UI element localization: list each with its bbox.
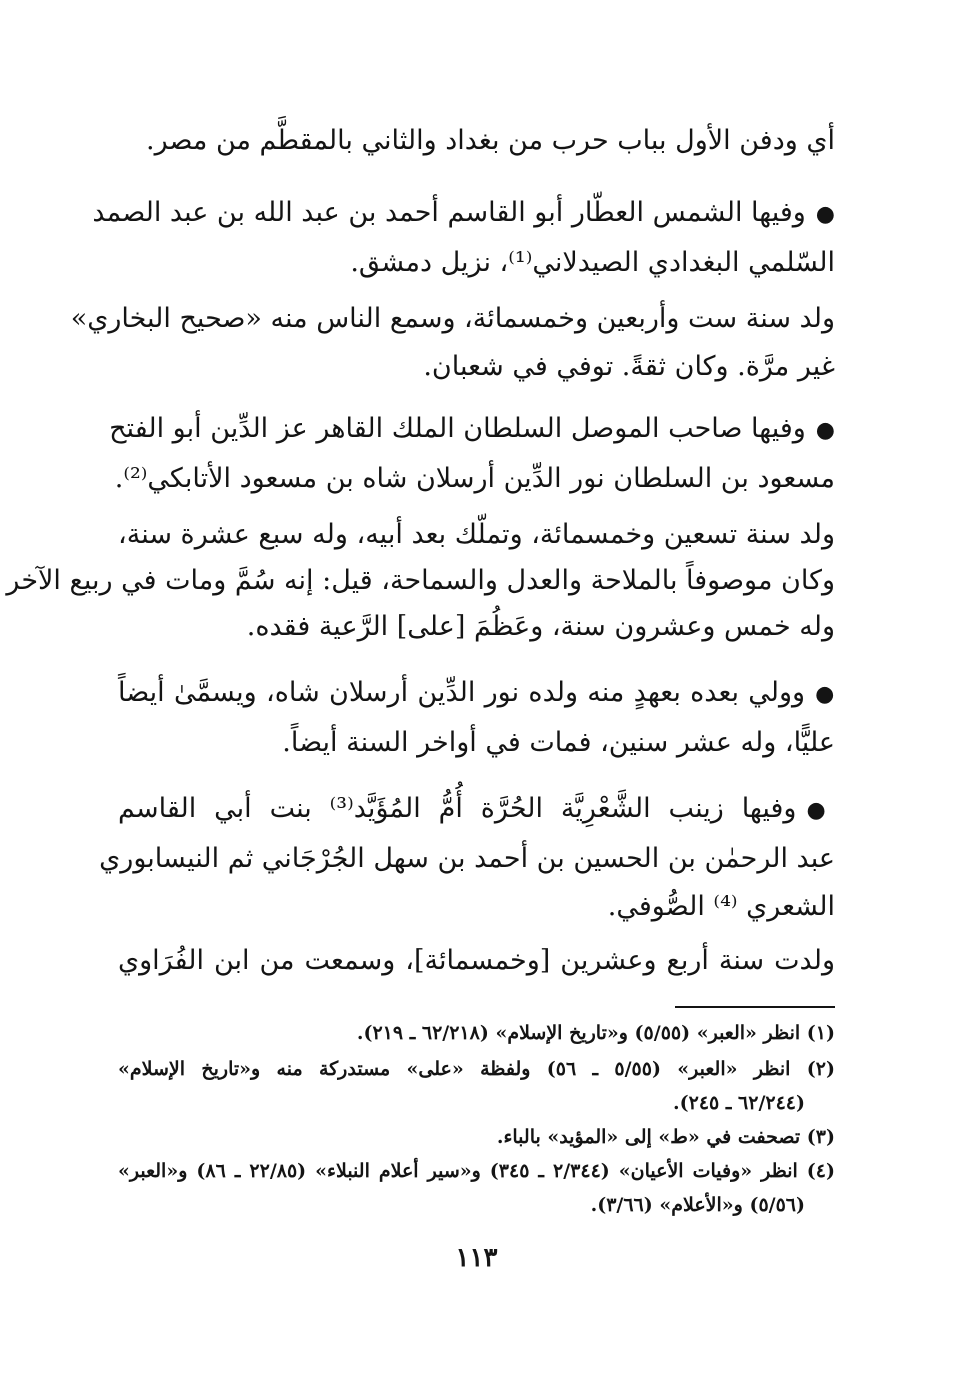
footnote: (٣) تصحفت في «ط» إلى «المؤيد» بالباء. <box>496 1126 835 1148</box>
text-line: ولد سنة ست وأربعين وخمسمائة، وسمع الناس منه «صحيح البخاري» <box>70 303 835 334</box>
text-line: السّلمي البغدادي الصيدلاني⁽¹⁾، نزيل دمشق. <box>350 247 835 278</box>
text-line: غير مرَّة. وكان ثقةً. توفي في شعبان. <box>423 351 835 382</box>
footnote-continuation: (٥/٥٦) و«الأعلام» (٣/٦٦). <box>590 1194 805 1216</box>
footnote: (٤) انظر «وفيات الأعيان» (٢/٣٤٤ ـ ٣٤٥) و«سير أعلام النبلاء» (٢٢/٨٥ ـ ٨٦) و«العبر» <box>118 1160 836 1182</box>
text-line: الشعري ⁽⁴⁾ الصُّوفي. <box>607 891 835 922</box>
footnote-continuation: (٦٢/٢٤٤ ـ ٢٤٥). <box>673 1092 805 1114</box>
footnote: (٢) انظر «العبر» (٥/٥٥ ـ ٥٦) ولفظة «على» مستدركة منه و«تاريخ الإسلام» <box>118 1058 835 1080</box>
text-line: أي ودفن الأول بباب حرب من بغداد والثاني بالمقطَّم من مصر. <box>146 125 835 156</box>
text-line: ولدت سنة أربع وعشرين [وخمسمائة]، وسمعت من ابن الفُرَاوي <box>118 945 835 976</box>
bullet-icon: ● <box>806 798 836 823</box>
text-line: عليًّا، وله عشر سنين، فمات في أواخر السنة أيضاً. <box>282 727 835 758</box>
bulleted-line: وفيها زينب الشَّعْرِيَّة الحُرَّة أُمُّ المُؤَيَّد⁽³⁾ بنت أبي القاسم <box>118 793 797 824</box>
bulleted-line: وولي بعده بعهدٍ منه ولده نور الدِّين أرسلان شاه، ويسمَّىٰ أيضاً <box>118 677 806 708</box>
bullet-icon: ● <box>815 202 835 227</box>
text-line: وله خمس وعشرون سنة، وعَظُمَ [على] الرَّعية فقده. <box>246 611 835 642</box>
text-line: عبد الرحمٰن بن الحسين بن أحمد بن سهل الجُرْجَاني ثم النيسابوري <box>99 843 835 874</box>
text-line <box>118 786 835 834</box>
text-line <box>118 670 835 718</box>
footnote-separator <box>675 1006 835 1008</box>
text-line: وكان موصوفاً بالملاحة والعدل والسماحة، قيل: إنه سُمَّ ومات في ربيع الآخر <box>6 565 835 596</box>
bulleted-line: وفيها الشمس العطّار أبو القاسم أحمد بن عبد الله بن عبد الصمد <box>92 197 806 228</box>
bulleted-line: وفيها صاحب الموصل السلطان الملك القاهر عز الدِّين أبو الفتح <box>109 413 806 444</box>
page-number: ١١٣ <box>455 1243 498 1273</box>
text-line: ولد سنة تسعين وخمسمائة، وتملّك بعد أبيه، وله سبع عشرة سنة، <box>118 519 835 550</box>
bullet-icon: ● <box>815 682 835 707</box>
footnote: (١) انظر «العبر» (٥/٥٥) و«تاريخ الإسلام» (٦٢/٢١٨ ـ ٢١٩). <box>356 1022 835 1044</box>
bullet-icon: ● <box>815 418 835 443</box>
text-line <box>109 406 835 454</box>
text-line <box>92 190 835 238</box>
text-line: مسعود بن السلطان نور الدِّين أرسلان شاه بن مسعود الأتابكي⁽²⁾. <box>114 463 835 494</box>
